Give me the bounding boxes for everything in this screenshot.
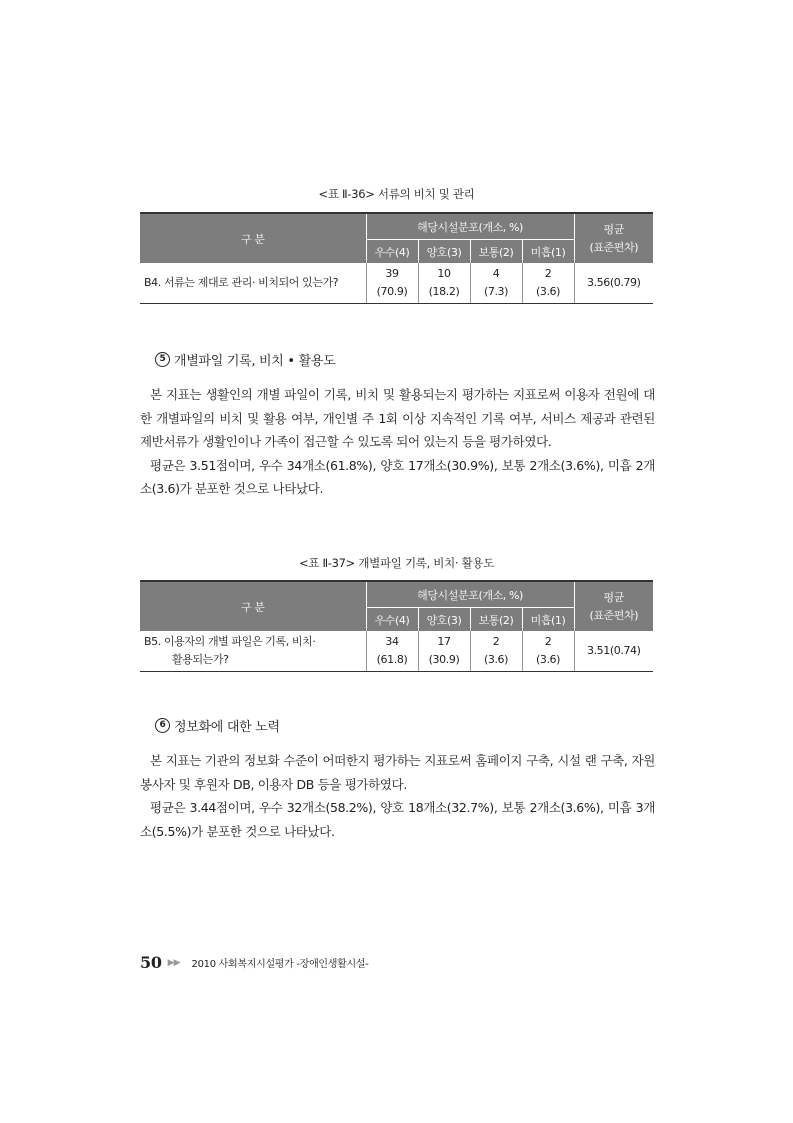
- paragraph: 본 지표는 생활인의 개별 파일이 기록, 비치 및 활용되는지 평가하는 지표로써 이용자 전원에 대한 개별파일의 비치 및 활용 여부, 개인별 주 1회 이상 지속적인 기록 여부, 서비스 제공과 관련된 제반서류가 생활인이나 가족이 접근할 수 있도록 되어 있는지 등을 평가하였다.: [140, 387, 655, 449]
- cell-mean: 3.56(0.79): [574, 263, 653, 304]
- header-average-grade: 보통(2): [470, 608, 522, 632]
- table-caption: <표 Ⅱ-36> 서류의 비치 및 관리: [318, 187, 475, 201]
- table-row: [140, 631, 653, 672]
- page-number: 50: [140, 953, 162, 972]
- header-poor: 미흡(1): [522, 240, 574, 264]
- header-distribution: 해당시설분포(개소, %): [366, 581, 574, 608]
- body-text: [140, 383, 655, 501]
- row-item: B5. 이용자의 개별 파일은 기록, 비치· 활용되는가?: [140, 631, 366, 672]
- cell-poor: 2 (3.6): [522, 631, 574, 672]
- table-row: [140, 263, 653, 304]
- paragraph: 본 지표는 기관의 정보화 수준이 어떠한지 평가하는 지표로써 홈페이지 구축, 시설 랜 구축, 자원봉사자 및 후원자 DB, 이용자 DB 등을 평가하였다.: [140, 753, 655, 792]
- header-good: 양호(3): [418, 608, 470, 632]
- data-table: [140, 580, 653, 672]
- double-arrow-icon: ▶▶: [167, 957, 180, 968]
- cell-average-grade: 4 (7.3): [470, 263, 522, 304]
- data-table: [140, 212, 653, 304]
- paragraph: 평균은 3.51점이며, 우수 34개소(61.8%), 양호 17개소(30.9%), 보통 2개소(3.6%), 미흡 2개소(3.6)가 분포한 것으로 나타났다.: [140, 457, 655, 496]
- cell-good: 10 (18.2): [418, 263, 470, 304]
- table-caption: <표 Ⅱ-37> 개별파일 기록, 비치· 활용도: [298, 556, 495, 570]
- cell-mean: 3.51(0.74): [574, 631, 653, 672]
- header-good: 양호(3): [418, 240, 470, 264]
- section-heading: [155, 716, 280, 735]
- body-text: [140, 749, 655, 843]
- header-excellent: 우수(4): [366, 240, 418, 264]
- row-item: B4. 서류는 제대로 관리· 비치되어 있는가?: [140, 263, 366, 304]
- section-title: 정보화에 대한 노력: [174, 720, 280, 735]
- circled-number-icon: 5: [155, 352, 170, 367]
- cell-good: 17 (30.9): [418, 631, 470, 672]
- page-footer: [140, 953, 369, 972]
- header-category: 구 분: [140, 581, 366, 631]
- header-average: 평균 (표준편차): [574, 581, 653, 631]
- header-category: 구 분: [140, 213, 366, 263]
- paragraph: 평균은 3.44점이며, 우수 32개소(58.2%), 양호 18개소(32.7%), 보통 2개소(3.6%), 미흡 3개소(5.5%)가 분포한 것으로 나타났다.: [140, 800, 655, 839]
- cell-average-grade: 2 (3.6): [470, 631, 522, 672]
- header-average: 평균 (표준편차): [574, 213, 653, 263]
- section-heading: [155, 350, 335, 369]
- section-title: 개별파일 기록, 비치 • 활용도: [174, 354, 336, 369]
- header-average-grade: 보통(2): [470, 240, 522, 264]
- footer-title: 2010 사회복지시설평가 -장애인생활시설-: [191, 959, 369, 970]
- cell-poor: 2 (3.6): [522, 263, 574, 304]
- circled-number-icon: 6: [155, 718, 170, 733]
- header-poor: 미흡(1): [522, 608, 574, 632]
- header-excellent: 우수(4): [366, 608, 418, 632]
- cell-excellent: 39 (70.9): [366, 263, 418, 304]
- cell-excellent: 34 (61.8): [366, 631, 418, 672]
- header-distribution: 해당시설분포(개소, %): [366, 213, 574, 240]
